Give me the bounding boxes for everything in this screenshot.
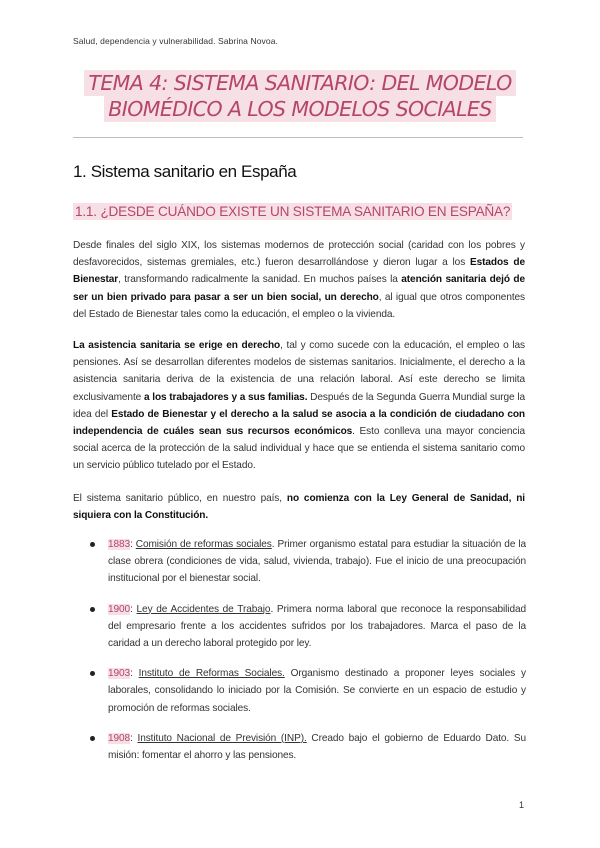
bullet-icon <box>90 736 95 741</box>
paragraph-2: La asistencia sanitaria se erige en derecho, tal y como sucede con la educación, el empleo o las pensiones. Así se desarrollan diferentes modelos de sistemas sanitarios. Inicialmente, el derecho a la asistencia sanitaria deriva de la existencia de una relación laboral. Así este derecho se limita exclusivamente a los trabajadores y a sus familias. Después de la Segunda Guerra Mundial surge la idea del Estado de Bienestar y el derecho a la salud se asocia a la condición de ciudadano con independencia de cuáles sean sus recursos económicos. Esto conlleva una mayor conciencia social acerca de la protección de la salud individual y hace que se entienda el sistema sanitario como un servicio público tutelado por el Estado. <box>73 340 526 472</box>
timeline-item-1903: 1903: Instituto de Reformas Sociales. Organismo destinado a proponer leyes sociales y laborales, consolidando lo iniciado por la Comisión. Se convierte en un espacio de estudio y promoción de reformas sociales. <box>90 665 526 717</box>
document-title <box>0 70 600 122</box>
paragraph-1: Desde finales del siglo XIX, los sistemas modernos de protección social (caridad con los pobres y desfavorecidos, sistemas gremiales, etc.) fueron desarrollándose y dieron lugar a los Estados de Bienestar, transformando radicalmente la sanidad. En muchos países la atención sanitaria dejó de ser un bien privado para pasar a ser un bien social, un derecho, al igual que otros componentes del Estado de Bienestar tales como la educación, el empleo o la vivienda. <box>73 240 525 320</box>
subsection-heading: 1.1. ¿DESDE CUÁNDO EXISTE UN SISTEMA SANITARIO EN ESPAÑA? <box>75 204 511 219</box>
title-line-2: BIOMÉDICO A LOS MODELOS SOCIALES <box>104 96 495 122</box>
timeline-item-1908: 1908: Instituto Nacional de Previsión (INP). Creado bajo el gobierno de Eduardo Dato. Su misión: fomentar el ahorro y las pensiones. <box>90 730 526 764</box>
title-divider <box>73 137 523 138</box>
bullet-icon <box>90 607 95 612</box>
page-number: 1 <box>519 800 525 810</box>
section-heading: 1. Sistema sanitario en España <box>73 162 297 181</box>
timeline-list <box>90 536 526 777</box>
paragraph-3: El sistema sanitario público, en nuestro país, no comienza con la Ley General de Sanidad, ni siquiera con la Constitución. <box>73 493 526 522</box>
bullet-icon <box>90 542 95 547</box>
title-line-1: TEMA 4: SISTEMA SANITARIO: DEL MODELO <box>84 70 515 96</box>
timeline-item-1883: 1883: Comisión de reformas sociales. Primer organismo estatal para estudiar la situación de la clase obrera (condiciones de vida, salud, vivienda, trabajo). Fue el inicio de una preocupación institucional por el bienestar social. <box>90 536 526 588</box>
timeline-item-1900: 1900: Ley de Accidentes de Trabajo. Primera norma laboral que reconoce la responsabilidad del empresario frente a los accidentes sufridos por los trabajadores. Marca el paso de la caridad a un derecho laboral protegido por ley. <box>90 601 526 653</box>
bullet-icon <box>90 671 95 676</box>
running-header: Salud, dependencia y vulnerabilidad. Sabrina Novoa. <box>73 36 278 46</box>
